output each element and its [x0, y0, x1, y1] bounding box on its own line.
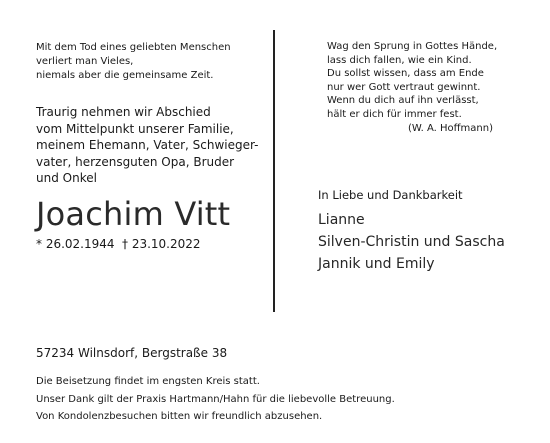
mourner-name: Lianne	[318, 212, 365, 228]
quote-line: Wag den Sprung in Gottes Hände,	[327, 41, 498, 52]
mourner-name: Silven-Christin und Sascha	[318, 234, 505, 250]
note-line: Von Kondolenzbesuchen bitten wir freundlich abzusehen.	[36, 411, 323, 422]
note-line: Unser Dank gilt der Praxis Hartmann/Hahn für die liebevolle Betreuung.	[36, 393, 395, 405]
farewell-line: meinem Ehemann, Vater, Schwieger-	[36, 138, 259, 152]
quote-block	[327, 40, 497, 122]
quote-line: Du sollst wissen, dass am Ende	[327, 68, 484, 80]
motto-line: verliert man Vieles,	[36, 56, 134, 67]
motto-line: niemals aber die gemeinsame Zeit.	[36, 70, 214, 81]
quote-line: nur wer Gott vertraut gewinnt.	[327, 81, 481, 93]
quote-line: Wenn du dich auf ihn verlässt,	[327, 95, 479, 107]
note-line: Die Beisetzung findet im engsten Kreis statt.	[36, 376, 260, 387]
notes-block	[36, 373, 395, 426]
quote-line: lass dich fallen, wie ein Kind.	[327, 54, 472, 66]
farewell-line: und Onkel	[36, 171, 97, 185]
death-date: † 23.10.2022	[122, 237, 201, 251]
mourners-list	[318, 209, 505, 275]
farewell-line: vom Mittelpunkt unserer Familie,	[36, 121, 234, 136]
address: 57234 Wilnsdorf, Bergstraße 38	[36, 346, 228, 360]
deceased-name: Joachim Vitt	[36, 195, 231, 233]
farewell-line: vater, herzensguten Opa, Bruder	[36, 154, 235, 169]
motto-line: Mit dem Tod eines geliebten Menschen	[36, 42, 231, 53]
mourner-name: Jannik und Emily	[318, 256, 435, 272]
motto-block	[36, 41, 231, 83]
quote-line: hält er dich für immer fest.	[327, 108, 462, 120]
mourners-intro: In Liebe und Dankbarkeit	[318, 188, 463, 202]
farewell-block	[36, 104, 258, 187]
birth-date: * 26.02.1944	[36, 237, 115, 251]
quote-author: (W. A. Hoffmann)	[408, 123, 493, 134]
farewell-line: Traurig nehmen wir Abschied	[36, 105, 211, 119]
vertical-divider	[273, 30, 275, 312]
